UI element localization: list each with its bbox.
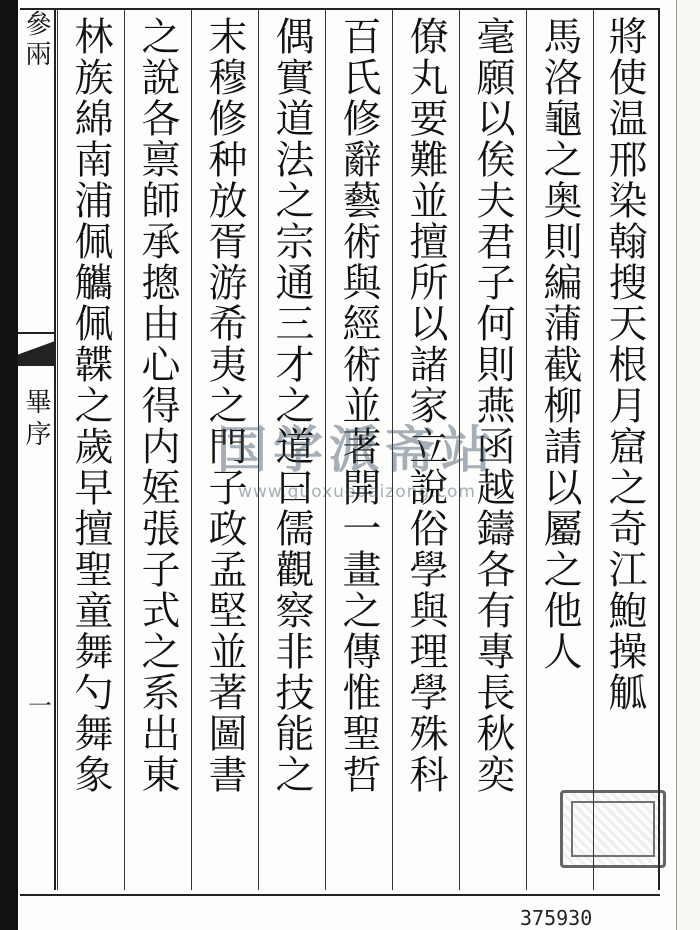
fold-column-title: 參兩 xyxy=(21,10,51,70)
text-columns xyxy=(56,10,660,890)
text-column-4: 僚丸要難並擅所以諸家立說俗學與理學殊科 xyxy=(392,10,459,890)
seal-inner-border xyxy=(571,801,655,857)
text-column-9: 林族綿南浦佩觿佩韘之歲早擅聖童舞勺舞象 xyxy=(57,10,124,890)
fishtail-mark xyxy=(18,332,54,366)
watermark-url: www.guoxuedaizong.com xyxy=(238,482,476,502)
left-binding-edge xyxy=(0,0,18,930)
text-column-1: 將使温邢染翰搜天根月窟之奇江鮑操觚 xyxy=(593,10,660,890)
page-id-number: 375930 xyxy=(520,906,593,930)
right-page-edge xyxy=(676,0,700,930)
text-column-6: 偶實道法之宗通三才之道曰儒觀察非技能之 xyxy=(258,10,325,890)
watermark-title: 国学派斋站 xyxy=(217,421,497,479)
red-seal-stamp xyxy=(560,790,666,868)
fold-column xyxy=(18,10,56,890)
text-column-7: 末穆修种放胥游希夷之門子政孟堅並著圖書 xyxy=(191,10,258,890)
text-column-3: 毫願以俟夫君子何則燕函越鑄各有專長秋奕 xyxy=(459,10,526,890)
text-column-2: 馬洛龜之奥則編蒲截柳請以屬之他人 xyxy=(526,10,593,890)
text-column-8: 之說各禀師承摠由心得内姪張子式之系出東 xyxy=(124,10,191,890)
text-column-5: 百氏修辭藝術與經術並著開一畫之傳惟聖哲 xyxy=(325,10,392,890)
fold-column-label: 畢序 xyxy=(21,388,51,452)
fold-column-page-number: 一 xyxy=(28,692,52,720)
